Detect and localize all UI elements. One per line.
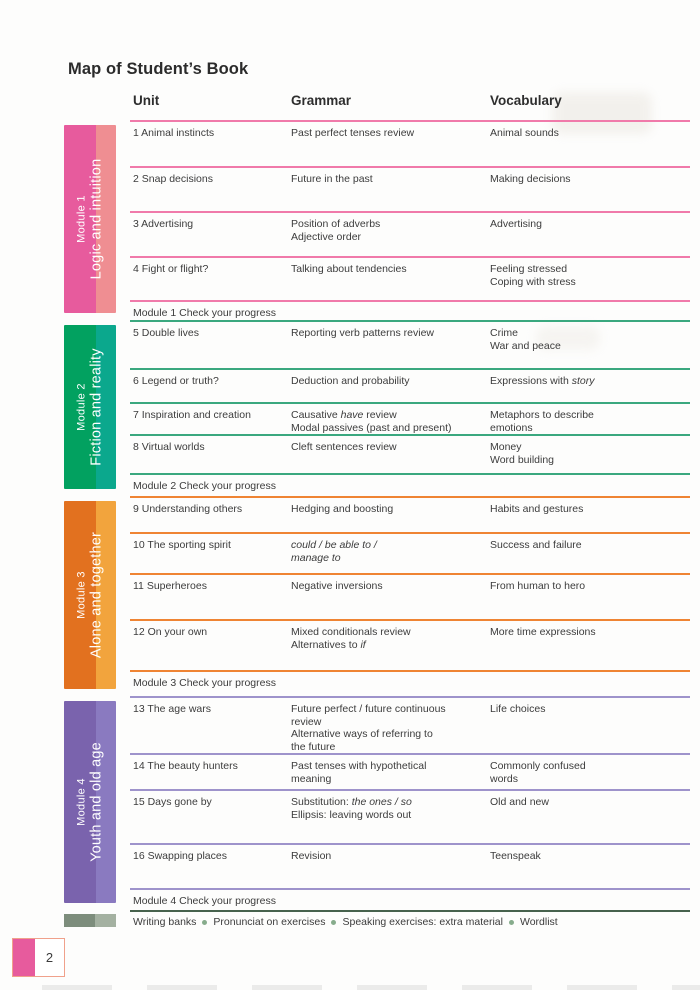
grammar-cell xyxy=(288,698,487,753)
col-header-unit: Unit xyxy=(133,93,160,108)
module-label: Module 4 xyxy=(75,778,88,826)
module-sidebar xyxy=(64,701,116,903)
text-line: More time expressions xyxy=(490,626,596,638)
vocabulary-cell xyxy=(487,698,690,753)
module-rows xyxy=(130,120,690,320)
module-theme: Fiction and reality xyxy=(87,348,104,466)
text-line: Future perfect / future continuous xyxy=(291,703,446,715)
grammar-cell xyxy=(288,621,487,670)
module-sidebar-text xyxy=(75,742,104,862)
unit-cell: 16 Swapping places xyxy=(133,850,227,862)
module-sidebar xyxy=(64,501,116,689)
unit-cell: 7 Inspiration and creation xyxy=(133,409,251,421)
text-line: Modal passives (past and present) xyxy=(291,421,452,434)
table-column-headers xyxy=(130,93,690,108)
check-progress-row: Module 3 Check your progress xyxy=(130,670,690,696)
unit-cell: 3 Advertising xyxy=(133,218,194,230)
unit-cell: 1 Animal instincts xyxy=(133,127,215,139)
text-line: the future xyxy=(291,740,336,753)
module-sidebar xyxy=(64,125,116,313)
text-line: Past tenses with hypothetical xyxy=(291,760,427,772)
module-rows xyxy=(130,496,690,696)
check-progress-row: Module 1 Check your progress xyxy=(130,300,690,320)
vocabulary-cell xyxy=(487,168,690,211)
module-label: Module 3 xyxy=(75,571,88,619)
unit-row xyxy=(130,320,690,368)
text-line: Cleft sentences review xyxy=(291,441,397,453)
unit-cell: 10 The sporting spirit xyxy=(133,539,231,551)
text-line: Feeling stressed xyxy=(490,263,568,275)
module-rows xyxy=(130,320,690,496)
text-line: Future in the past xyxy=(291,173,373,185)
text-line: Causative have review xyxy=(291,409,397,421)
grammar-cell xyxy=(288,213,487,256)
unit-row xyxy=(130,166,690,211)
grammar-cell xyxy=(288,370,487,402)
text-line: Crime xyxy=(490,327,518,339)
vocabulary-cell xyxy=(487,322,690,368)
module-label: Module 1 xyxy=(75,195,88,243)
page-title: Map of Student’s Book xyxy=(68,60,249,78)
footer-item: Writing banks xyxy=(133,916,197,928)
vocabulary-cell xyxy=(487,258,690,300)
unit-row xyxy=(130,532,690,573)
text-line: Money xyxy=(490,441,522,453)
vocabulary-cell xyxy=(487,575,690,619)
text-line: review xyxy=(291,715,322,728)
vocabulary-cell xyxy=(487,621,690,670)
unit-cell: 11 Superheroes xyxy=(133,580,207,592)
vocabulary-cell xyxy=(487,436,690,473)
unit-cell: 5 Double lives xyxy=(133,327,199,339)
text-line: Past perfect tenses review xyxy=(291,127,415,139)
unit-cell: 4 Fight or flight? xyxy=(133,263,209,275)
grammar-cell xyxy=(288,436,487,473)
footer-item: Wordlist xyxy=(519,916,558,928)
module-label: Module 2 xyxy=(75,383,88,431)
text-line: Advertising xyxy=(490,218,542,230)
module-block xyxy=(0,696,700,910)
vocabulary-cell xyxy=(487,534,690,573)
grammar-cell xyxy=(288,845,487,888)
text-line: Talking about tendencies xyxy=(291,263,407,275)
text-line: War and peace xyxy=(490,339,561,352)
footer-color-block xyxy=(64,914,116,927)
text-line: Commonly confused xyxy=(490,760,586,772)
module-sidebar-text xyxy=(75,348,104,465)
page-number-tab xyxy=(12,938,65,977)
text-line: Animal sounds xyxy=(490,127,559,139)
text-line: Alternative ways of referring to xyxy=(291,728,433,741)
text-line: Success and failure xyxy=(490,539,582,551)
text-line: emotions xyxy=(490,421,533,434)
bullet-icon xyxy=(331,920,336,925)
vocabulary-cell xyxy=(487,122,690,166)
unit-cell: 13 The age wars xyxy=(133,703,212,715)
text-line: Mixed conditionals review xyxy=(291,626,411,638)
text-line: Word building xyxy=(490,453,555,466)
module-block xyxy=(0,120,700,320)
module-rows xyxy=(130,696,690,910)
unit-row xyxy=(130,753,690,789)
text-line: Coping with stress xyxy=(490,275,576,288)
vocabulary-cell xyxy=(487,370,690,402)
page-number: 2 xyxy=(45,950,54,965)
unit-cell: 9 Understanding others xyxy=(133,503,243,515)
text-line: Teenspeak xyxy=(490,850,541,862)
unit-cell: 12 On your own xyxy=(133,626,208,638)
module-sidebar xyxy=(64,325,116,489)
text-line: Position of adverbs xyxy=(291,218,381,230)
col-header-vocabulary: Vocabulary xyxy=(490,93,562,108)
scan-edge-artifact xyxy=(42,985,700,990)
text-line: Old and new xyxy=(490,796,549,808)
grammar-cell xyxy=(288,534,487,573)
text-line: Substitution: the ones / so xyxy=(291,796,412,808)
text-line: Reporting verb patterns review xyxy=(291,327,434,339)
unit-row xyxy=(130,573,690,619)
unit-row xyxy=(130,211,690,256)
module-block xyxy=(0,496,700,696)
unit-cell: 8 Virtual worlds xyxy=(133,441,205,453)
grammar-cell xyxy=(288,498,487,532)
unit-cell: 15 Days gone by xyxy=(133,796,212,808)
vocabulary-cell xyxy=(487,404,690,434)
grammar-cell xyxy=(288,755,487,789)
check-progress-row: Module 4 Check your progress xyxy=(130,888,690,910)
unit-row xyxy=(130,434,690,473)
module-theme: Logic and intuition xyxy=(87,158,104,280)
vocabulary-cell xyxy=(487,845,690,888)
grammar-cell xyxy=(288,404,487,434)
vocabulary-cell xyxy=(487,498,690,532)
footer-item: Speaking exercises: extra material xyxy=(342,916,503,928)
text-line: meaning xyxy=(291,772,332,785)
text-line: Making decisions xyxy=(490,173,571,185)
module-theme: Alone and together xyxy=(87,531,104,659)
unit-cell: 6 Legend or truth? xyxy=(133,375,219,387)
col-header-grammar: Grammar xyxy=(291,93,352,108)
module-theme: Youth and old age xyxy=(87,742,104,862)
grammar-cell xyxy=(288,791,487,843)
text-line: Adjective order xyxy=(291,230,362,243)
unit-cell: 2 Snap decisions xyxy=(133,173,213,185)
bullet-icon xyxy=(202,920,207,925)
grammar-cell xyxy=(288,122,487,166)
module-block xyxy=(0,320,700,496)
text-line: From human to hero xyxy=(490,580,586,592)
page-number-color-block xyxy=(13,939,35,976)
unit-row xyxy=(130,619,690,670)
text-line: could / be able to / xyxy=(291,539,377,551)
text-line: Expressions with story xyxy=(490,375,595,387)
text-line: Negative inversions xyxy=(291,580,383,592)
text-line: words xyxy=(490,772,519,785)
footer xyxy=(64,910,700,928)
check-progress-row: Module 2 Check your progress xyxy=(130,473,690,496)
unit-row xyxy=(130,256,690,300)
text-line: Deduction and probability xyxy=(291,375,410,387)
unit-row xyxy=(130,402,690,434)
grammar-cell xyxy=(288,322,487,368)
footer-item: Pronunciat on exercises xyxy=(213,916,326,928)
unit-row xyxy=(130,120,690,166)
vocabulary-cell xyxy=(487,213,690,256)
unit-row xyxy=(130,496,690,532)
text-line: Alternatives to if xyxy=(291,638,366,651)
grammar-cell xyxy=(288,258,487,300)
text-line: Ellipsis: leaving words out xyxy=(291,808,412,821)
text-line: Revision xyxy=(291,850,332,862)
unit-cell: 14 The beauty hunters xyxy=(133,760,238,772)
unit-row xyxy=(130,789,690,843)
grammar-cell xyxy=(288,575,487,619)
text-line: Metaphors to describe xyxy=(490,409,594,421)
unit-row xyxy=(130,696,690,753)
text-line: Habits and gestures xyxy=(490,503,584,515)
footer-text xyxy=(130,910,690,928)
bullet-icon xyxy=(509,920,514,925)
unit-row xyxy=(130,368,690,402)
contents-table xyxy=(0,120,700,928)
text-line: Hedging and boosting xyxy=(291,503,394,515)
vocabulary-cell xyxy=(487,791,690,843)
text-line: manage to xyxy=(291,551,341,564)
grammar-cell xyxy=(288,168,487,211)
text-line: Life choices xyxy=(490,703,546,715)
module-sidebar-text xyxy=(75,159,104,280)
unit-row xyxy=(130,843,690,888)
vocabulary-cell xyxy=(487,755,690,789)
module-sidebar-text xyxy=(75,532,104,658)
